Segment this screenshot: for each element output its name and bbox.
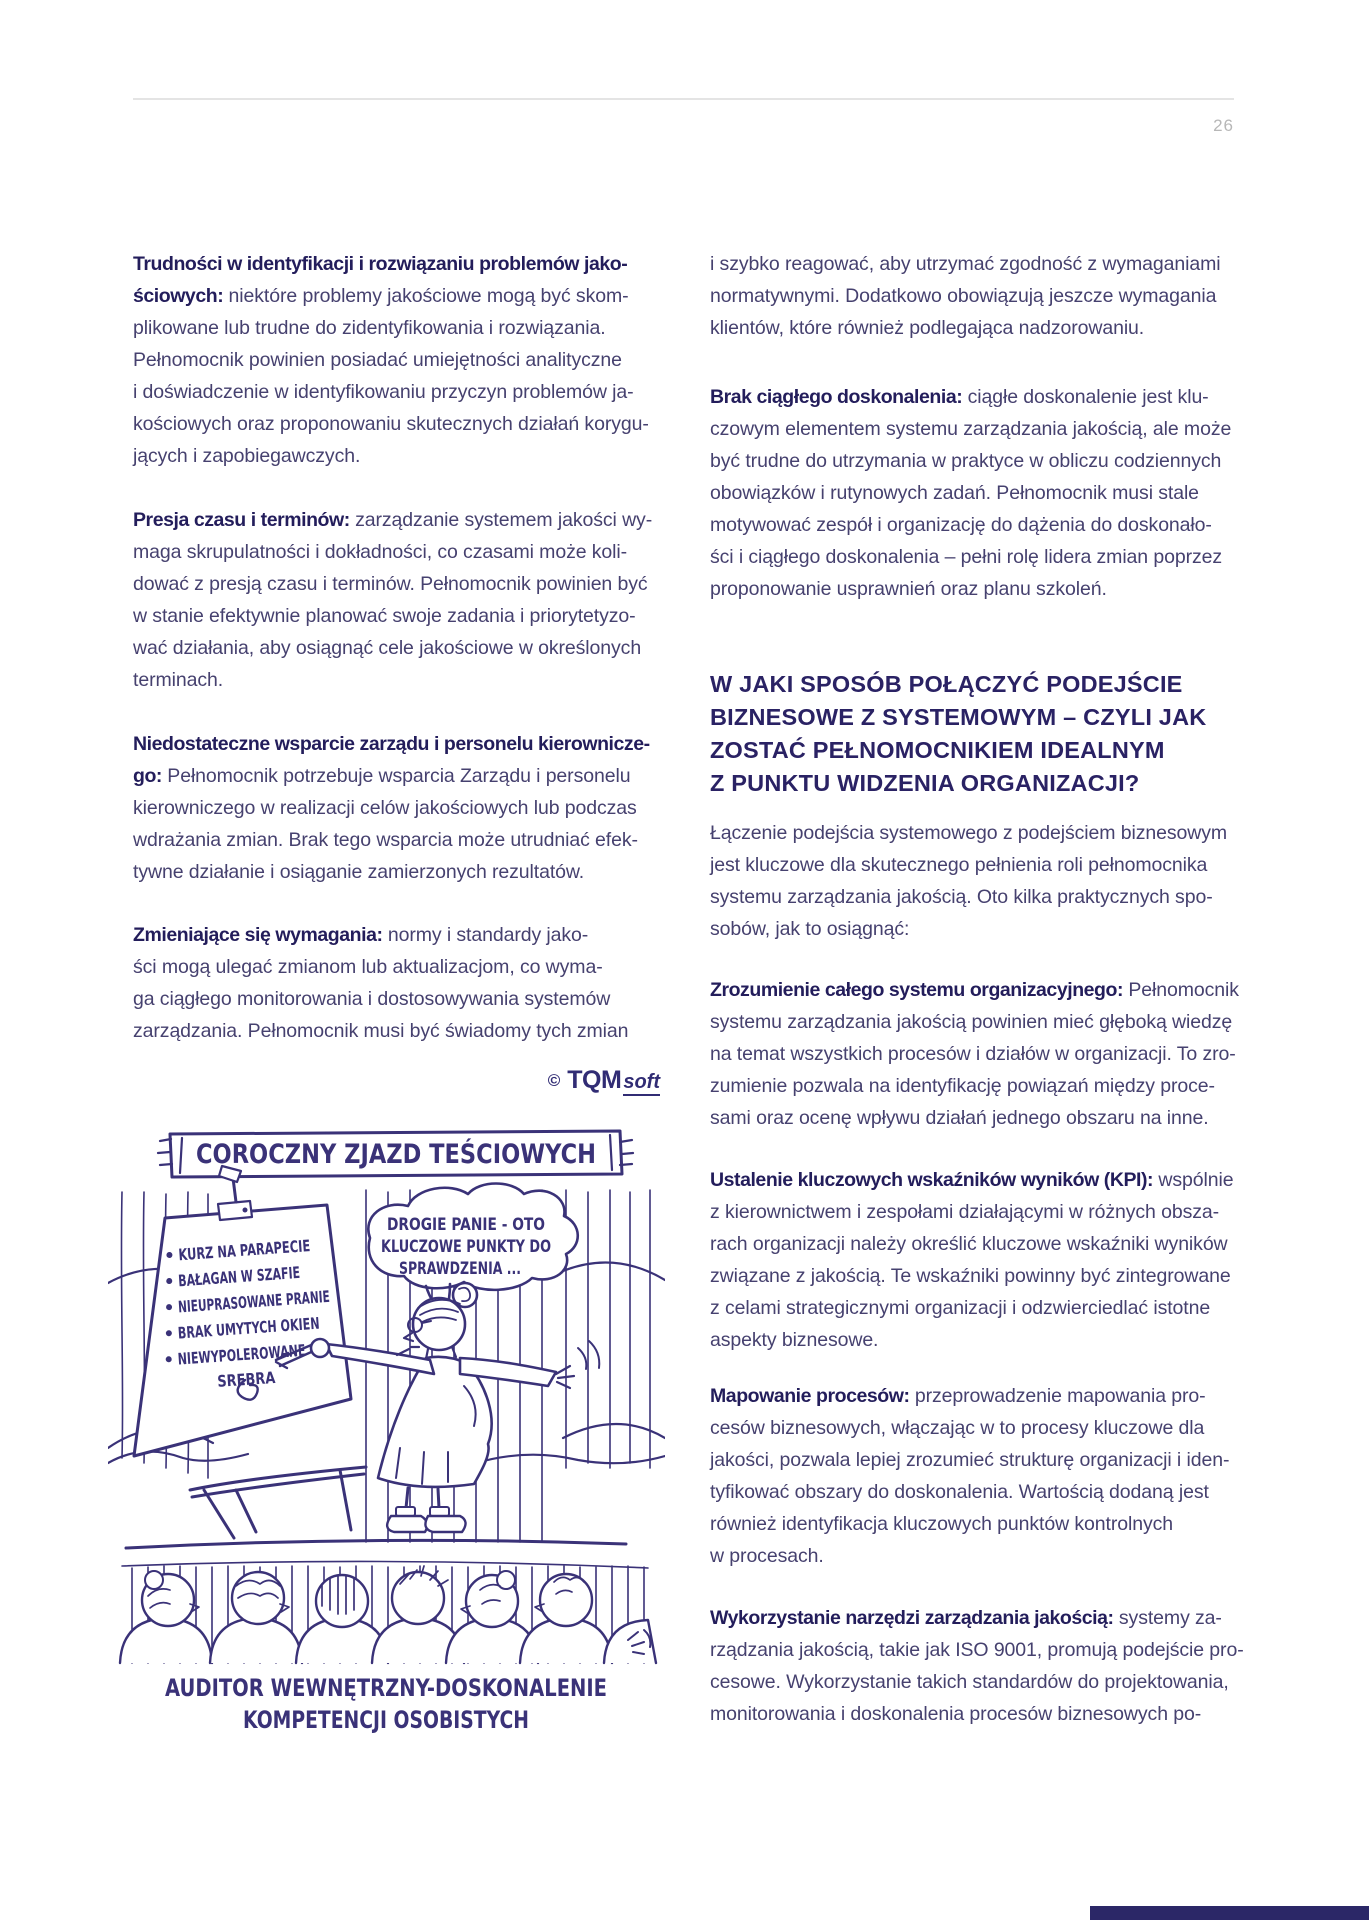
text-line: Ustalenie kluczowych wskaźników wyników (KPI): wspólnie	[710, 1169, 1234, 1191]
cartoon-illustration	[108, 1118, 665, 1743]
heading-line: ZOSTAĆ PEŁNOMOCNIKIEM IDEALNYM	[710, 737, 1165, 763]
text-line: sami oraz ocenę wpływu działań jednego obszaru na inne.	[710, 1107, 1209, 1129]
text-line: jących i zapobiegawczych.	[133, 445, 361, 467]
text-line: wdrażania zmian. Brak tego wsparcia może utrudniać efek-	[133, 829, 638, 851]
speech-text-line: SPRAWDZENIA ...	[399, 1259, 521, 1279]
text-line: i doświadczenie w identyfikowaniu przyczyn problemów ja-	[133, 381, 634, 403]
text-line: rach organizacji należy określić kluczowe wskaźniki wyników	[710, 1233, 1228, 1255]
text-line: maga skrupulatności i dokładności, co czasami może koli-	[133, 541, 628, 563]
text-line: Presja czasu i terminów: zarządzanie systemem jakości wy-	[133, 509, 653, 531]
presenter-woman	[311, 1283, 599, 1532]
paragraph-react-quickly	[710, 248, 1220, 344]
text-line: sobów, jak to osiągnąć:	[710, 918, 910, 940]
text-line: Niedostateczne wsparcie zarządu i personelu kierownicze-	[133, 733, 650, 755]
text-line: terminach.	[133, 669, 224, 691]
text-line: na temat wszystkich procesów i działów w organizacji. To zro-	[710, 1043, 1236, 1065]
text-line: obowiązków i rutynowych zadań. Pełnomocnik musi stale	[710, 482, 1199, 504]
text-line: cesów biznesowych, włączając w to procesy kluczowe dla	[710, 1417, 1205, 1439]
tqmsoft-logo	[420, 1066, 660, 1095]
text-line: czowym elementem systemu zarządzania jakością, ale może	[710, 418, 1232, 440]
text-line: jakości, pozwala lepiej zrozumieć strukturę organizacji i iden-	[710, 1449, 1230, 1471]
speech-text-line: KLUCZOWE PUNKTY DO	[381, 1237, 551, 1257]
paragraph-combining-approaches	[710, 817, 1227, 945]
text-line: plikowane lub trudne do zidentyfikowania i rozwiązania.	[133, 317, 606, 339]
text-line: ści i ciągłego doskonalenia – pełni rolę lidera zmian poprzez	[710, 546, 1223, 568]
heading-line: W JAKI SPOSÓB POŁĄCZYĆ PODEJŚCIE	[710, 671, 1183, 697]
cartoon-banner-text: COROCZNY ZJAZD TEŚCIOWYCH	[196, 1139, 665, 1170]
text-line: kościowych oraz proponowaniu skutecznych działań korygu-	[133, 413, 649, 435]
text-line: tyfikować obszary do doskonalenia. Wartością dodaną jest	[710, 1481, 1209, 1503]
text-line: Zmieniające się wymagania: normy i standardy jako-	[133, 924, 589, 946]
paragraph-process-mapping	[710, 1380, 1229, 1572]
text-line: Zrozumienie całego systemu organizacyjnego: Pełnomocnik	[710, 979, 1239, 1001]
top-rule	[133, 98, 1234, 100]
text-line: w stanie efektywnie planować swoje zadania i priorytetyzo-	[133, 605, 636, 627]
text-line: proponowanie usprawnień oraz planu szkoleń.	[710, 578, 1107, 600]
text-line: motywować zespół i organizację do dążenia do doskonało-	[710, 514, 1212, 536]
paragraph-time-pressure	[133, 504, 652, 696]
caption-line: AUDITOR WEWNĘTRZNY-DOSKONALENIE	[165, 1674, 607, 1702]
text-line: kierowniczego w realizacji celów jakościowych lub podczas	[133, 797, 637, 819]
text-line: jest kluczowe dla skutecznego pełnienia roli pełnomocnika	[710, 854, 1208, 876]
board-item: BRAK UMYTYCH OKIEN	[177, 1309, 383, 1343]
text-line: go: Pełnomocnik potrzebuje wsparcia Zarządu i personelu	[133, 765, 631, 787]
heading-line: BIZNESOWE Z SYSTEMOWYM – CZYLI JAK	[710, 704, 1207, 730]
board-item: SREBRA	[216, 1366, 290, 1391]
text-line: Brak ciągłego doskonalenia: ciągłe doskonalenie jest klu-	[710, 386, 1209, 408]
text-line: monitorowania i doskonalenia procesów biznesowych po-	[710, 1703, 1202, 1725]
caption-line: KOMPETENCJI OSOBISTYCH	[243, 1706, 529, 1734]
board-item: NIEWYPOLEROWANE	[177, 1336, 364, 1369]
text-line: zarządzania. Pełnomocnik musi być świadomy tych zmian	[133, 1020, 629, 1042]
text-line: ści mogą ulegać zmianom lub aktualizacjom, co wyma-	[133, 956, 603, 978]
board-item: NIEUPRASOWANE PRANIE	[177, 1281, 409, 1317]
logo-tqm-text: TQM	[567, 1066, 622, 1094]
text-line: tywne działanie i osiąganie zamierzonych rezultatów.	[133, 861, 585, 883]
text-line: systemu zarządzania jakością powinien mieć głęboką wiedzę	[710, 1011, 1233, 1033]
stage-edge	[126, 1540, 626, 1548]
copyright-icon: ©	[547, 1071, 561, 1090]
text-line: wać działania, aby osiągnąć cele jakościowe w określonych	[133, 637, 642, 659]
footer-accent-bar	[1090, 1906, 1369, 1920]
text-line: Mapowanie procesów: przeprowadzenie mapowania pro-	[710, 1385, 1206, 1407]
text-line: z celami strategicznymi organizacji i odzwierciedlać istotne	[710, 1297, 1211, 1319]
paragraph-changing-requirements	[133, 919, 628, 1047]
text-line: cesowe. Wykorzystanie takich standardów do projektowania,	[710, 1671, 1229, 1693]
text-line: systemu zarządzania jakością. Oto kilka praktycznych spo-	[710, 886, 1213, 908]
text-line: rządzania jakością, takie jak ISO 9001, promują podejście pro-	[710, 1639, 1244, 1661]
paragraph-continuous-improvement	[710, 381, 1231, 605]
text-line: związane z jakością. Te wskaźniki powinny być zintegrowane	[710, 1265, 1231, 1287]
speech-text-line: DROGIE PANIE - OTO	[387, 1215, 545, 1235]
text-line: Trudności w identyfikacji i rozwiązaniu problemów jako-	[133, 253, 628, 275]
text-line: również identyfikacja kluczowych punktów kontrolnych	[710, 1513, 1174, 1535]
text-line: aspekty biznesowe.	[710, 1329, 879, 1351]
board-item: KURZ NA PARAPECIE	[177, 1232, 364, 1265]
paragraph-insufficient-support	[133, 728, 650, 888]
section-heading	[710, 668, 1206, 800]
board-item: BAŁAGAN W SZAFIE	[177, 1259, 357, 1291]
text-line: z kierownictwem i zespołami działającymi w różnych obsza-	[710, 1201, 1220, 1223]
text-line: być trudne do utrzymania w praktyce w obliczu codziennych	[710, 450, 1222, 472]
text-line: Łączenie podejścia systemowego z podejściem biznesowym	[710, 822, 1228, 844]
heading-line: Z PUNKTU WIDZENIA ORGANIZACJI?	[710, 770, 1140, 796]
paragraph-understanding-system	[710, 974, 1239, 1134]
flipchart-board	[134, 1166, 409, 1456]
text-line: ga ciągłego monitorowania i dostosowywania systemów	[133, 988, 611, 1010]
text-line: w procesach.	[710, 1545, 824, 1567]
paragraph-quality-tools	[710, 1602, 1244, 1730]
easel	[190, 1467, 366, 1538]
text-line: Wykorzystanie narzędzi zarządzania jakością: systemy za-	[710, 1607, 1222, 1629]
logo-soft-text: soft	[623, 1071, 660, 1096]
paragraph-difficulties	[133, 248, 649, 472]
paragraph-kpi	[710, 1164, 1234, 1356]
text-line: i szybko reagować, aby utrzymać zgodność z wymaganiami	[710, 253, 1221, 275]
text-line: normatywnymi. Dodatkowo obowiązują jeszcze wymagania	[710, 285, 1217, 307]
page-number: 26	[1213, 116, 1234, 135]
text-line: ściowych: niektóre problemy jakościowe mogą być skom-	[133, 285, 629, 307]
text-line: zumienie pozwala na identyfikację powiązań między proce-	[710, 1075, 1215, 1097]
text-line: Pełnomocnik powinien posiadać umiejętności analityczne	[133, 349, 622, 371]
text-line: dować z presją czasu i terminów. Pełnomocnik powinien być	[133, 573, 648, 595]
text-line: klientów, które również podlegająca nadzorowaniu.	[710, 317, 1145, 339]
cartoon-caption	[165, 1674, 607, 1734]
